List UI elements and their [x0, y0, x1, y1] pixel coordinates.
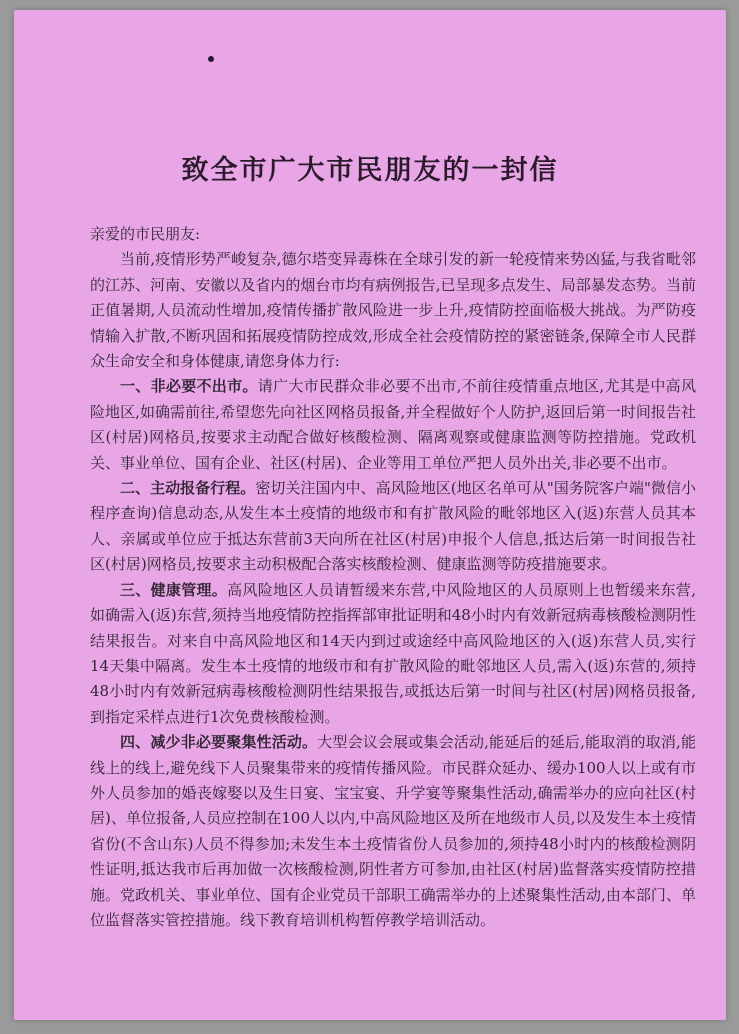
section-3-text: 高风险地区人员请暂缓来东营,中风险地区的人员原则上也暂缓来东营,如确需入(返)东营,须持当地疫情防控指挥部审批证明和48小时内有效新冠病毒核酸检测阴性结果报告。对来自中高风险地区和14天内到过或途经中高风险地区的入(返)东营人员,实行14天集中隔离。发生本土疫情的地级市和有扩散风险的毗邻地区人员,需入(返)东营的,须持48小时内有效新冠病毒核酸检测阴性结果报告,或抵达后第一时间与社区(村居)网格员报备,到指定采样点进行1次免费核酸检测。	[90, 580, 696, 726]
section-3	[90, 578, 696, 730]
section-1	[90, 374, 696, 476]
ink-dot	[208, 56, 214, 62]
section-1-heading: 一、非必要不出市。	[120, 377, 258, 396]
intro-paragraph: 当前,疫情形势严峻复杂,德尔塔变异毒株在全球引发的新一轮疫情来势凶猛,与我省毗邻的江苏、河南、安徽以及省内的烟台市均有病例报告,已呈现多点发生、局部暴发态势。当前正值暑期,人员流动性增加,疫情传播扩散风险进一步上升,疫情防控面临极大挑战。为严防疫情输入扩散,不断巩固和拓展疫情防控成效,形成全社会疫情防控的紧密链条,保障全市人民群众生命安全和身体健康,请您身体力行:	[90, 250, 696, 371]
section-2-heading: 二、主动报备行程。	[120, 479, 256, 498]
salutation: 亲爱的市民朋友:	[90, 225, 201, 243]
section-4-heading: 四、减少非必要聚集性活动。	[120, 733, 318, 752]
letter-paper	[14, 10, 726, 1020]
letter-title: 致全市广大市民朋友的一封信	[181, 155, 559, 186]
section-4-text: 大型会议会展或集会活动,能延后的延后,能取消的取消,能线上的线上,避免线下人员聚集带来的疫情传播风险。市民群众延办、缓办100人以上或有市外人员参加的婚丧嫁娶以及生日宴、宝宝宴、升学宴等聚集性活动,确需举办的应向社区(村居)、单位报备,人员应控制在100人以内,中高风险地区及所在地级市人员,以及发生本土疫情省份(不含山东)人员不得参加;未发生本土疫情省份人员参加的,须持48小时内的核酸检测阴性证明,抵达我市后再加做一次核酸检测,阴性者方可参加,由社区(村居)监督落实疫情防控措施。党政机关、事业单位、国有企业党员干部职工确需举办的上述聚集性活动,由本部门、单位监督落实管控措施。线下教育培训机构暂停教学培训活动。	[90, 733, 696, 929]
section-4	[90, 730, 696, 933]
letter-body	[90, 222, 696, 933]
section-2-text: 密切关注国内中、高风险地区(地区名单可从"国务院客户端"微信小程序查询)信息动态,从发生本土疫情的地级市和有扩散风险的毗邻地区入(返)东营人员其本人、亲属或单位应于抵达东营前3天向所在社区(村居)申报个人信息,抵达后第一时间报告社区(村居)网格员,按要求主动积极配合落实核酸检测、健康监测等防疫措施要求。	[90, 479, 696, 574]
section-3-heading: 三、健康管理。	[120, 580, 228, 599]
section-1-text: 请广大市民群众非必要不出市,不前往疫情重点地区,尤其是中高风险地区,如确需前往,希望您先向社区网格员报备,并全程做好个人防护,返回后第一时间报告社区(村居)网格员,按要求主动配合做好核酸检测、隔离观察或健康监测等防控措施。党政机关、事业单位、国有企业、社区(村居)、企业等用工单位严把人员外出关,非必要不出市。	[90, 377, 696, 472]
section-2	[90, 476, 696, 578]
